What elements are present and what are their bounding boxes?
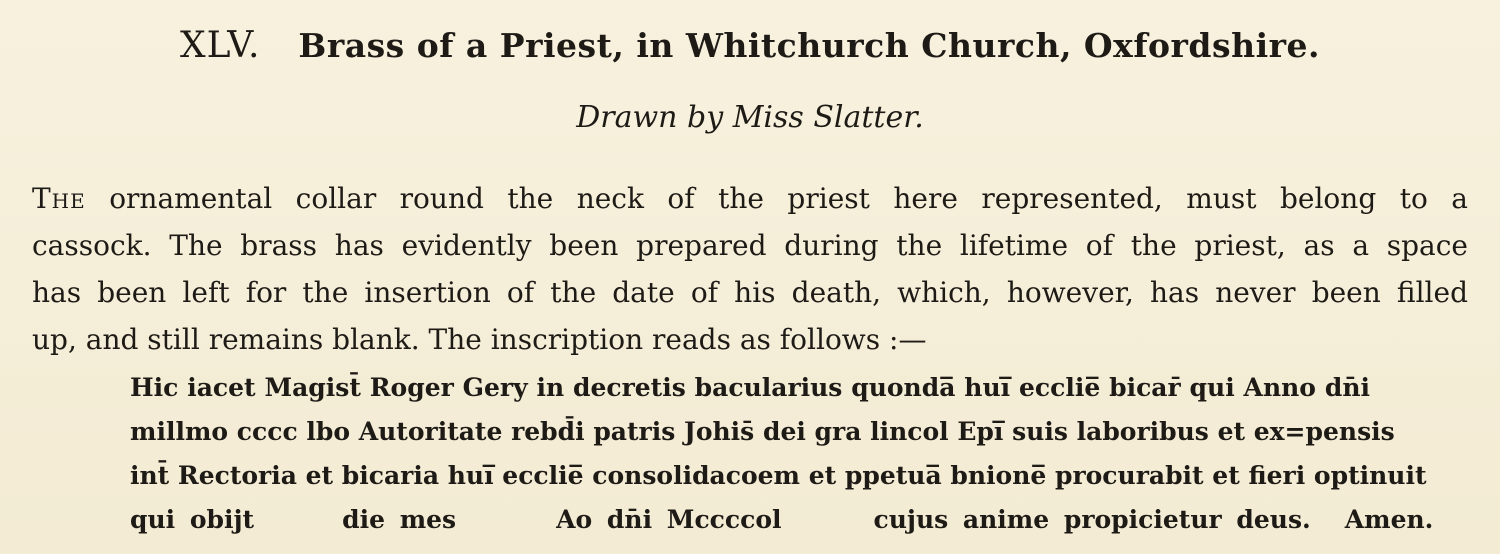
- paragraph-line-3: has been left for the insertion of the date of his death, which, however, has never been filled: [32, 276, 1468, 309]
- plate-numeral: XLV.: [180, 25, 261, 66]
- lead-word: The: [32, 182, 86, 215]
- inscription-died: qui obijt: [130, 505, 255, 534]
- paragraph-line-2: cassock. The brass has evidently been prepared during the lifetime of the priest, as a space: [32, 229, 1468, 262]
- paragraph-line-4: up, and still remains blank. The inscription reads as follows :—: [32, 323, 927, 356]
- paragraph-line-1: [32, 175, 1468, 222]
- latin-inscription: [130, 366, 1434, 542]
- plate-title: Brass of a Priest, in Whitchurch Church, Oxfordshire.: [298, 26, 1320, 65]
- inscription-line-1: Hic iacet Magist̄ Roger Gery in decretis bacularius quonda̅ hui̅ ecclie̅ bicar̄ qui Anno dn̄i: [130, 373, 1370, 402]
- inscription-line-3: int̄ Rectoria et bicaria hui̅ ecclie̅ consolidacoem et ppetua̅ bnione̅ procurabit et fieri optinuit: [130, 461, 1427, 490]
- inscription-line-2: millmo cccc lbo Autoritate rebd̄i patris Johis̄ dei gra lincol Epi̅ suis laboribus et ex=pensis: [130, 417, 1395, 446]
- inscription-year: Ao dn̄i Mccccol: [556, 505, 782, 534]
- inscription-amen: Amen.: [1344, 505, 1434, 534]
- inscription-day-month: die mes: [342, 505, 457, 534]
- description-paragraph: [32, 175, 1468, 363]
- plate-heading: [0, 22, 1500, 70]
- paragraph-line-1-text: ornamental collar round the neck of the priest here represented, must belong to a: [109, 182, 1468, 215]
- inscription-prayer: cujus anime propicietur deus.: [873, 505, 1311, 534]
- inscription-line-4: [130, 498, 1434, 542]
- byline: Drawn by Miss Slatter.: [576, 100, 924, 135]
